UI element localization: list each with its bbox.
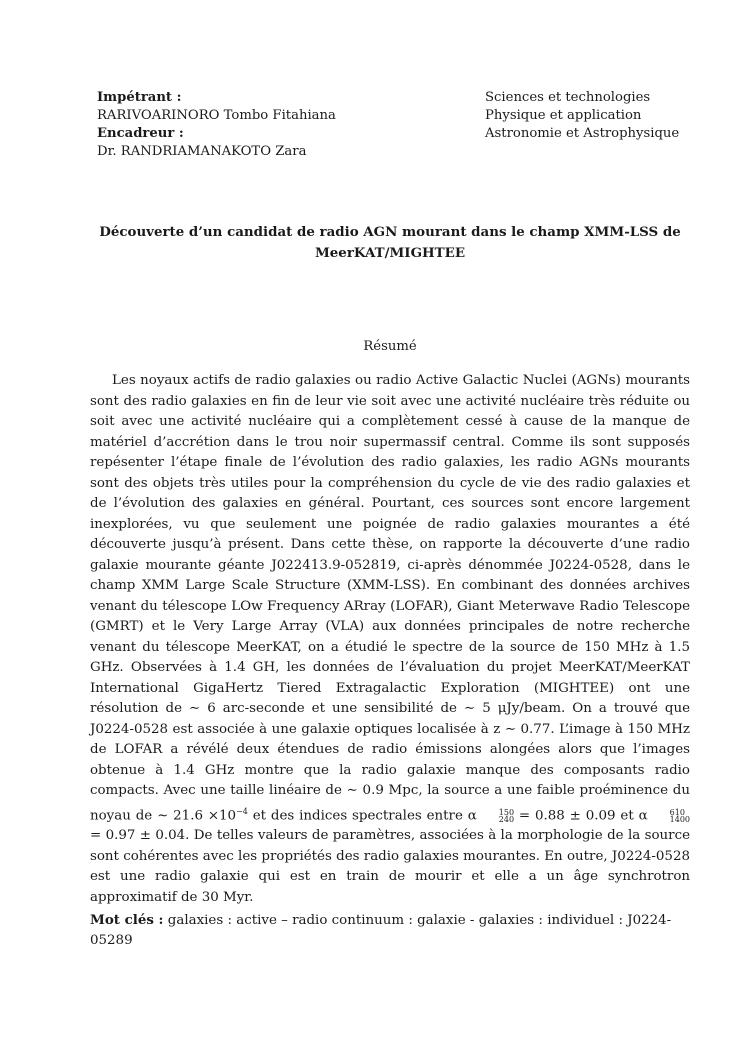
keywords-label: Mot clés : bbox=[90, 912, 164, 928]
keywords bbox=[90, 910, 690, 951]
abstract-text-2: et des indices spectrales entre α bbox=[247, 807, 477, 823]
abstract-text-1: Les noyaux actifs de radio galaxies ou radio Active Galactic Nuclei (AGNs) mourants sont des radio galaxies en fin de leur vie soit avec une activité nucléaire très réduite ou soit avec une activité nucléaire qui a complètement cessé à cause de la manque de matériel d’accrétion dans le trou noir supermassif central. Comme ils sont supposés repésenter l’étape finale de l’évolution des radio galaxies, les radio AGNs mourants sont des objets très utiles pour la compréhension du cycle de vie des radio galaxies et de l’évolution des galaxies en général. Pourtant, ces sources sont encore largement inexplorées, vu que seulement une poignée de radio galaxies mourantes a été découverte jusqu’à présent. Dans cette thèse, on rapporte la découverte d’une radio galaxie mourante géante J022413.9-052819, ci-après dénommée J0224-0528, dans le champ XMM Large Scale Structure (XMM-LSS). En combinant des données archives venant du télescope LOw Frequency ARray (LOFAR), Giant Meterwave Radio Telescope (GMRT) et le Very Large Array (VLA) aux données principales de notre recherche venant du télescope MeerKAT, on a étudié le spectre de la source de 150 MHz à 1.5 GHz. Observées à 1.4 GH, les données de l’évaluation du projet MeerKAT/MeerKAT International GigaHertz Tiered Extragalactic Exploration (MIGHTEE) ont une résolution de ∼ 6 arc-seconde et une sensibilité de ∼ 5 μJy/beam. On a trouvé que J0224-0528 est associée à une galaxie optiques localisée à z ∼ 0.77. L’image à 150 MHz de LOFAR a révélé deux étendues de radio émissions alongées alors que l’images obtenue à 1.4 GHz montre que la radio galaxie manque des composants radio compacts. Avec une taille linéaire de ∼ 0.9 Mpc, la source a une faible proéminence du noyau de ∼ 21.6 ×10 bbox=[90, 373, 690, 823]
exponent: −4 bbox=[236, 806, 248, 816]
alpha2-indices: 610 1400 bbox=[669, 807, 690, 824]
abstract-body bbox=[90, 371, 690, 908]
abstract-text-3: = 0.88 ± 0.09 et α bbox=[514, 807, 648, 823]
supervisor-label: Encadreur : bbox=[97, 126, 184, 141]
header-right bbox=[485, 89, 679, 143]
applicant-name: RARIVOARINORO Tombo Fitahiana bbox=[97, 108, 336, 123]
supervisor-name: Dr. RANDRIAMANAKOTO Zara bbox=[97, 144, 307, 159]
header-left bbox=[97, 89, 336, 161]
thesis-title: Découverte d’un candidat de radio AGN mourant dans le champ XMM-LSS de MeerKAT/MIGHTEE bbox=[99, 224, 681, 261]
field-line-2: Physique et application bbox=[485, 108, 642, 123]
keywords-text: galaxies : active – radio continuum : galaxie - galaxies : individuel : J0224-05289 bbox=[90, 913, 672, 948]
abstract-heading: Résumé bbox=[363, 339, 417, 354]
field-line-3: Astronomie et Astrophysique bbox=[485, 126, 680, 141]
abstract-text-4: = 0.97 ± 0.04. De telles valeurs de paramètres, associées à la morphologie de la source sont cohérentes avec les propriétés des radio galaxies mourantes. En outre, J0224-0528 est une radio galaxie qui est en train de mourir et elle a un âge synchrotron approximatif de 30 Myr. bbox=[90, 828, 690, 905]
applicant-label: Impétrant : bbox=[97, 90, 182, 105]
field-line-1: Sciences et technologies bbox=[485, 90, 651, 105]
alpha1-indices: 150 240 bbox=[498, 807, 515, 824]
